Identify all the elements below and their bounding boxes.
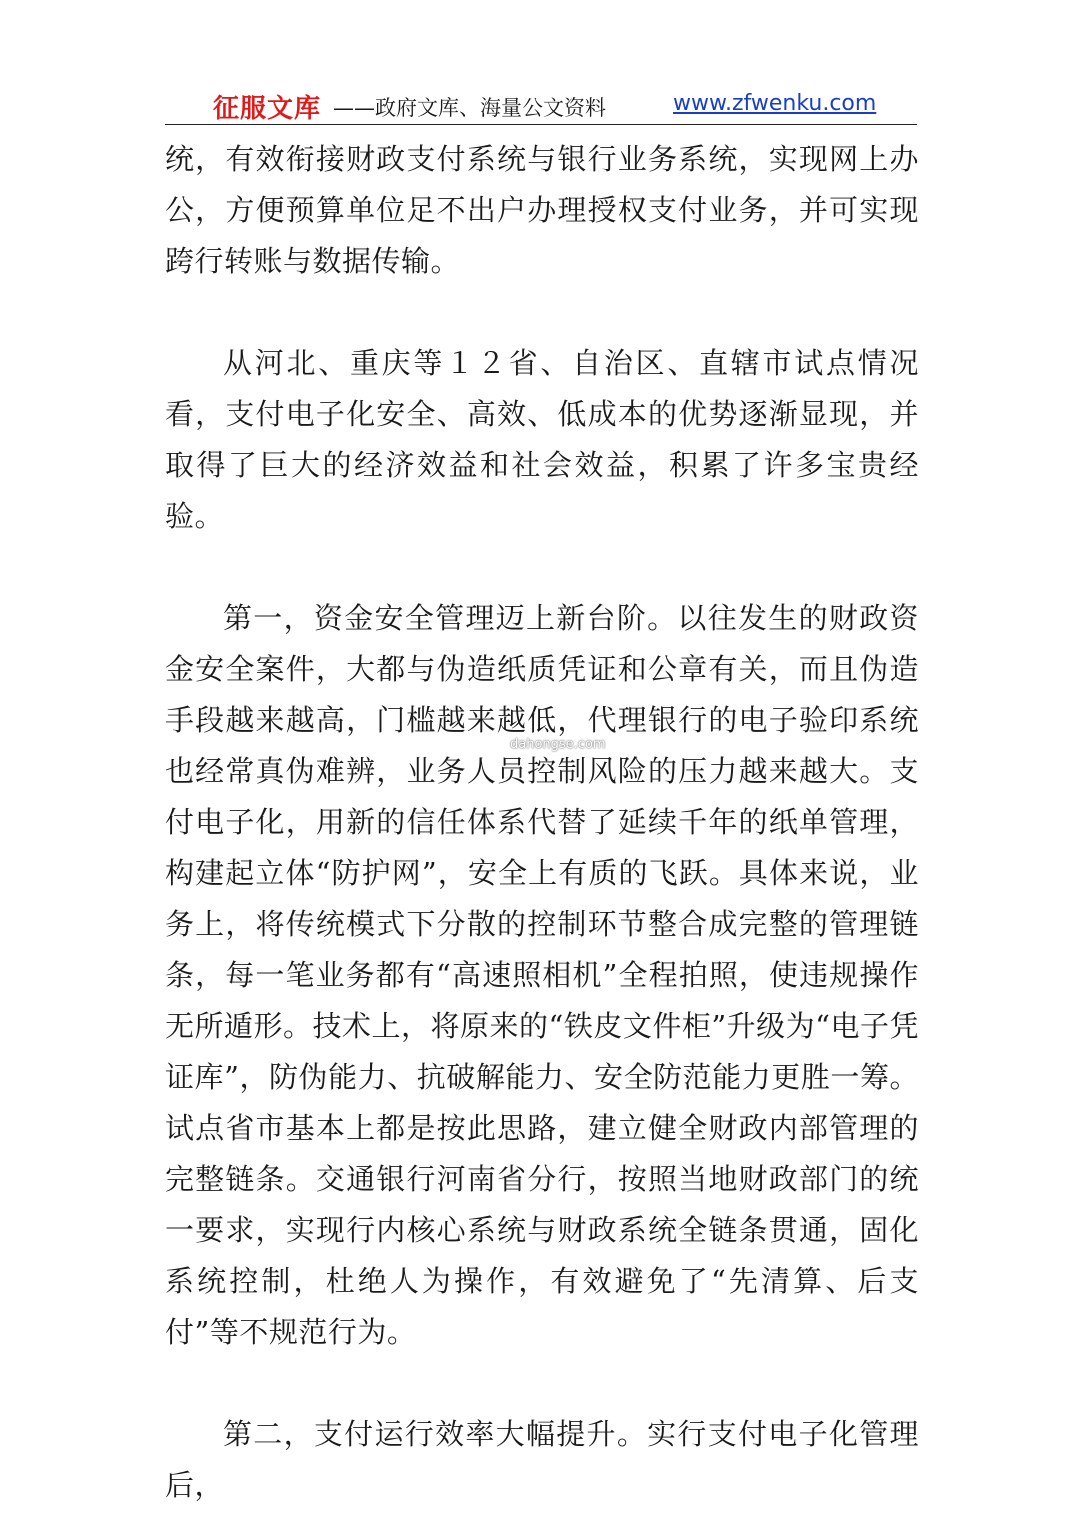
header-tagline: ——政府文库、海量公文资料 (333, 96, 606, 120)
paragraph-gap (165, 287, 919, 338)
paragraph-fund-security: 第一，资金安全管理迈上新台阶。以往发生的财政资金安全案件，大都与伪造纸质凭证和公章有关，而且伪造手段越来越高，门槛越来越低，代理银行的电子验印系统也经常真伪难辨，业务人员控制风险的压力越来越大。支付电子化，用新的信任体系代替了延续千年的纸单管理，构建起立体“防护网”，安全上有质的飞跃。具体来说，业务上，将传统模式下分散的控制环节整合成完整的管理链条，每一笔业务都有“高速照相机”全程拍照，使违规操作无所遁形。技术上，将原来的“铁皮文件柜”升级为“电子凭证库”，防伪能力、抗破解能力、安全防范能力更胜一筹。试点省市基本上都是按此思路，建立健全财政内部管理的完整链条。交通银行河南省分行，按照当地财政部门的统一要求，实现行内核心系统与财政系统全链条贯通，固化系统控制，杜绝人为操作，有效避免了“先清算、后支付”等不规范行为。 (165, 601, 919, 1349)
document-body (165, 134, 919, 1511)
paragraph-gap (165, 1358, 919, 1409)
page-header (165, 84, 917, 125)
brand-logo-text: 征服文库 (213, 94, 322, 124)
paragraph-payment-efficiency: 第二，支付运行效率大幅提升。实行支付电子化管理后， (165, 1417, 919, 1502)
paragraph-gap (165, 542, 919, 593)
watermark-text: dahongse.com (510, 737, 606, 752)
header-url-link[interactable]: www.zfwenku.com (673, 91, 877, 116)
paragraph-pilot-overview: 从河北、重庆等１２省、自治区、直辖市试点情况看，支付电子化安全、高效、低成本的优势逐渐显现，并取得了巨大的经济效益和社会效益，积累了许多宝贵经验。 (165, 346, 919, 533)
paragraph-continuation: 统，有效衔接财政支付系统与银行业务系统，实现网上办公，方便预算单位足不出户办理授权支付业务，并可实现跨行转账与数据传输。 (165, 142, 919, 278)
